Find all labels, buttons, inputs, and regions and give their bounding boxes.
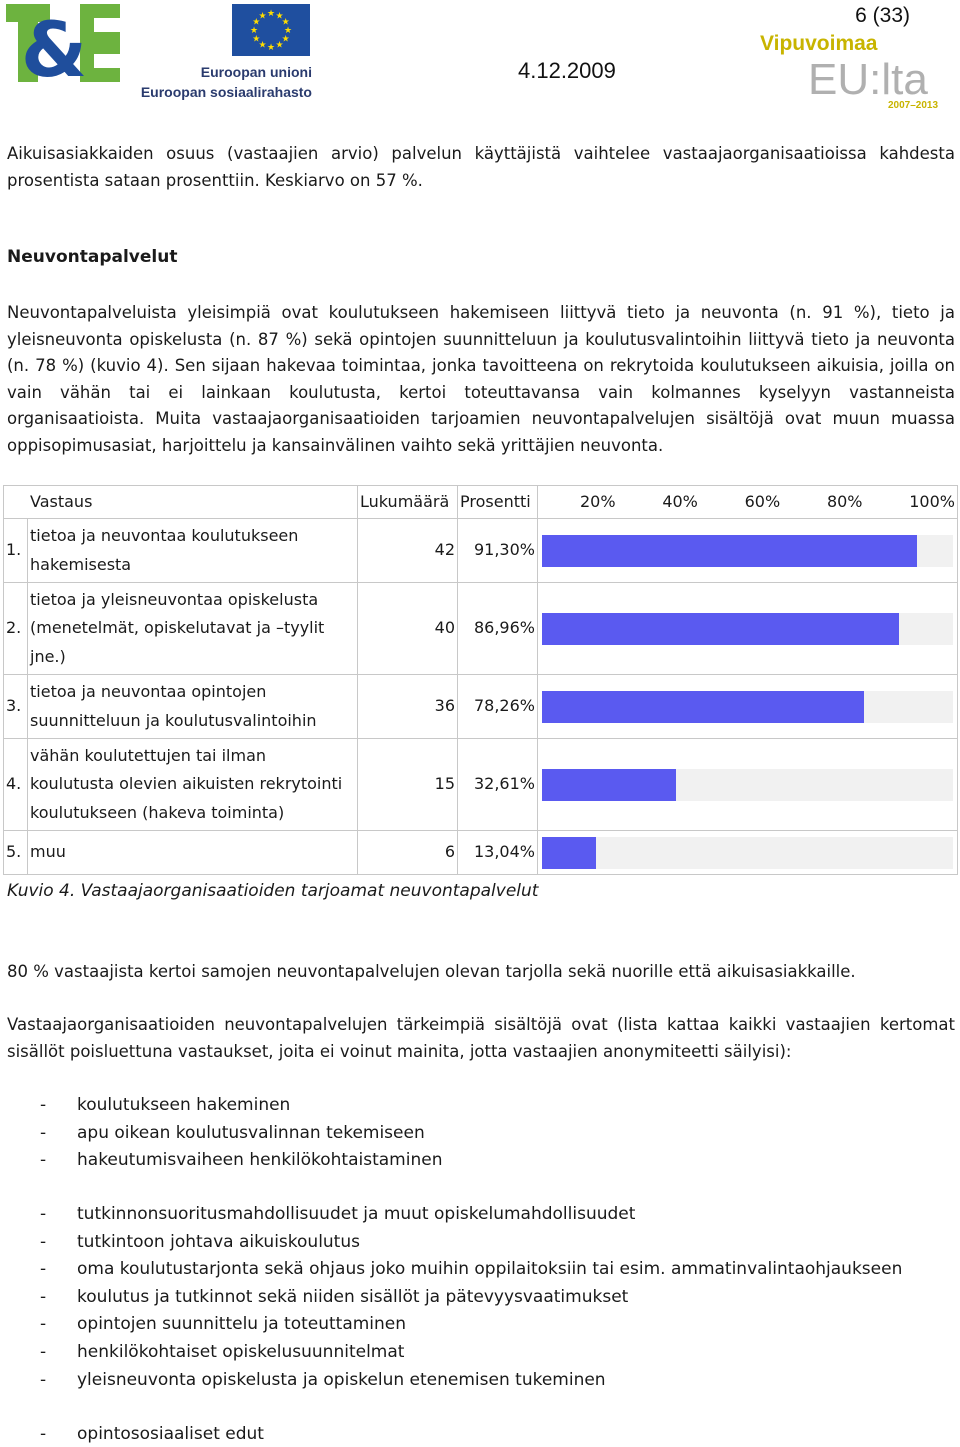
bar-track	[542, 691, 953, 723]
contents-list-1	[40, 1092, 442, 1175]
eu-star-icon: ★	[283, 26, 293, 36]
contents-list-3	[40, 1421, 264, 1447]
eu-flag-icon	[232, 4, 310, 56]
bar-mark	[542, 613, 899, 645]
bar-track	[542, 837, 953, 869]
row-count: 15	[358, 739, 458, 831]
list-item	[40, 1339, 902, 1367]
list-item-text: koulutukseen hakeminen	[77, 1095, 291, 1115]
scale-tick-label: 80%	[826, 491, 863, 511]
bar-mark	[542, 535, 917, 567]
bar-mark	[542, 837, 596, 869]
list-dash: -	[40, 1095, 47, 1115]
eu-star-icon: ★	[266, 9, 276, 19]
scale-tick-label: 100%	[909, 491, 955, 511]
eu-star-icon: ★	[258, 40, 267, 51]
eu-star-icon: ★	[281, 17, 290, 28]
list-item	[40, 1421, 264, 1447]
paragraph-adult-share: Aikuisasiakkaiden osuus (vastaajien arvio) palvelun käyttäjistä vaihtelee vastaajaorganisaatioissa kahdesta prosentista sataan prosenttiin. Keskiarvo on 57 %.	[7, 144, 955, 190]
figure-caption: Kuvio 4. Vastaajaorganisaatioiden tarjoamat neuvontapalvelut	[7, 881, 539, 901]
table-row	[4, 831, 958, 875]
list-item-text: tutkinnonsuoritusmahdollisuudet ja muut opiskelumahdollisuudet	[77, 1204, 636, 1224]
row-bar-cell	[538, 583, 958, 675]
list-item	[40, 1092, 442, 1120]
eu-text-block	[134, 62, 312, 102]
eulta-years: 2007–2013	[888, 100, 939, 110]
list-item-text: apu oikean koulutusvalinnan tekemiseen	[77, 1122, 425, 1143]
row-count: 36	[358, 675, 458, 739]
svg-text:&: &	[20, 5, 88, 82]
eulta-text: EU:lta	[808, 55, 928, 104]
services-chart-table	[3, 485, 958, 875]
row-index: 1.	[4, 519, 28, 583]
bar-mark	[542, 769, 676, 801]
eu-line-2: Euroopan sosiaalirahasto	[140, 84, 312, 100]
row-label: tietoa ja yleisneuvontaa opiskelusta (menetelmät, opiskelutavat ja –tyylit jne.)	[28, 583, 358, 675]
document-date: 4.12.2009	[518, 58, 616, 83]
section-heading: Neuvontapalvelut	[7, 247, 178, 267]
contents-list-2	[40, 1201, 902, 1394]
list-dash: -	[40, 1259, 47, 1280]
table-row	[4, 583, 958, 675]
paragraph-services: Neuvontapalveluista yleisimpiä ovat koulutukseen hakemiseen liittyvä tieto ja neuvonta (n. 91 %), tieto ja yleisneuvonta opiskelusta (n. 87 %) sekä opintojen suunnitteluun ja koulutusvalintoihin liittyvä tieto ja neuvonta (n. 78 %) (kuvio 4). Sen sijaan hakevaa toimintaa, jonka tavoitteena on rekrytoida koulutukseen aikuisia, joilla on vain vähän tai ei lainkaan koulutusta, kertoi toteuttavansa vain kolmannes kyselyyn vastanneista organisaatioista. Muita vastaajaorganisaatioiden tarjoamien neuvontapalvelujen sisältöjä ovat muun muassa oppisopimusasiat, harjoittelu ja kansainvälinen vaihto sekä yrittäjien neuvonta.	[7, 303, 955, 455]
eu-star-icon: ★	[252, 17, 261, 28]
table-row	[4, 519, 958, 583]
row-label: tietoa ja neuvontaa opintojen suunnitteluun ja koulutusvalintoihin	[28, 675, 358, 739]
list-item-text: yleisneuvonta opiskelusta ja opiskelun etenemisen tukeminen	[77, 1369, 606, 1390]
bar-track	[542, 535, 953, 567]
row-label: muu	[28, 831, 358, 875]
scale-tick-label: 60%	[744, 491, 781, 511]
list-item-text: opintososiaaliset edut	[77, 1424, 264, 1444]
row-count: 40	[358, 583, 458, 675]
row-percent: 13,04%	[458, 831, 538, 875]
list-dash: -	[40, 1369, 47, 1390]
row-percent: 78,26%	[458, 675, 538, 739]
list-item	[40, 1120, 442, 1148]
eu-star-icon: ★	[281, 34, 290, 45]
row-index: 2.	[4, 583, 28, 675]
list-item	[40, 1147, 442, 1175]
vipuvoimaa-text: Vipuvoimaa	[760, 32, 878, 55]
page-number: 6 (33)	[855, 4, 910, 27]
row-percent: 32,61%	[458, 739, 538, 831]
list-item-text: henkilökohtaiset opiskelusuunnitelmat	[77, 1341, 405, 1362]
paragraph-youth-adults: 80 % vastaajista kertoi samojen neuvontapalvelujen olevan tarjolla sekä nuorille että aikuisasiakkaille.	[7, 962, 856, 981]
list-item	[40, 1229, 902, 1257]
list-item	[40, 1311, 902, 1339]
list-item	[40, 1201, 902, 1229]
eu-star-icon: ★	[266, 43, 276, 53]
row-count: 42	[358, 519, 458, 583]
list-item	[40, 1367, 902, 1395]
list-item-text: koulutus ja tutkinnot sekä niiden sisällöt ja pätevyysvaatimukset	[77, 1286, 629, 1307]
list-dash: -	[40, 1150, 47, 1171]
list-dash: -	[40, 1122, 47, 1143]
eu-star-icon: ★	[249, 26, 259, 36]
table-row	[4, 675, 958, 739]
row-count: 6	[358, 831, 458, 875]
te-logo	[6, 4, 120, 82]
bar-track	[542, 613, 953, 645]
list-dash: -	[40, 1341, 47, 1362]
eu-star-icon: ★	[275, 11, 284, 22]
list-item	[40, 1256, 902, 1284]
scale-tick-label: 20%	[580, 491, 616, 511]
row-percent: 86,96%	[458, 583, 538, 675]
table-header-row	[4, 486, 958, 519]
scale-tick-label: 40%	[662, 491, 698, 511]
list-item-text: tutkintoon johtava aikuiskoulutus	[77, 1231, 360, 1252]
row-index: 5.	[4, 831, 28, 875]
paragraph-contents-intro: Vastaajaorganisaatioiden neuvontapalvelujen tärkeimpiä sisältöjä ovat (lista kattaa kaikki vastaajien kertomat sisällöt poisluettuna vastaukset, joita ei voinut mainita, jotta vastaajien anonymiteetti säilyisi):	[7, 1015, 955, 1061]
bar-mark	[542, 691, 864, 723]
header-answer: Vastaus	[4, 486, 358, 519]
eu-line-1: Euroopan unioni	[200, 64, 312, 80]
bar-track	[542, 769, 953, 801]
eu-star-icon: ★	[275, 40, 284, 51]
list-dash: -	[40, 1424, 47, 1444]
header-percent: Prosentti	[458, 486, 538, 519]
row-bar-cell	[538, 519, 958, 583]
list-item-text: oma koulutustarjonta sekä ohjaus joko muihin oppilaitoksiin tai esim. ammatinvalintaohjaukseen	[77, 1259, 903, 1280]
table-row	[4, 739, 958, 831]
eu-star-icon: ★	[252, 34, 261, 45]
row-percent: 91,30%	[458, 519, 538, 583]
header-count: Lukumäärä	[358, 486, 458, 519]
row-bar-cell	[538, 675, 958, 739]
list-item-text: opintojen suunnittelu ja toteuttaminen	[77, 1314, 407, 1335]
row-label: tietoa ja neuvontaa koulutukseen hakemisesta	[28, 519, 358, 583]
header-scale	[538, 486, 958, 519]
list-item	[40, 1284, 902, 1312]
row-label: vähän koulutettujen tai ilman koulutusta olevien aikuisten rekrytointi koulutukseen (hakeva toiminta)	[28, 739, 358, 831]
list-item-text: hakeutumisvaiheen henkilökohtaistaminen	[77, 1150, 443, 1171]
list-dash: -	[40, 1231, 47, 1252]
list-dash: -	[40, 1286, 47, 1307]
row-index: 4.	[4, 739, 28, 831]
eu-star-icon: ★	[258, 11, 267, 22]
list-dash: -	[40, 1314, 47, 1335]
list-dash: -	[40, 1204, 47, 1224]
vipuvoimaa-eulta-logo	[758, 28, 958, 110]
row-index: 3.	[4, 675, 28, 739]
row-bar-cell	[538, 739, 958, 831]
row-bar-cell	[538, 831, 958, 875]
